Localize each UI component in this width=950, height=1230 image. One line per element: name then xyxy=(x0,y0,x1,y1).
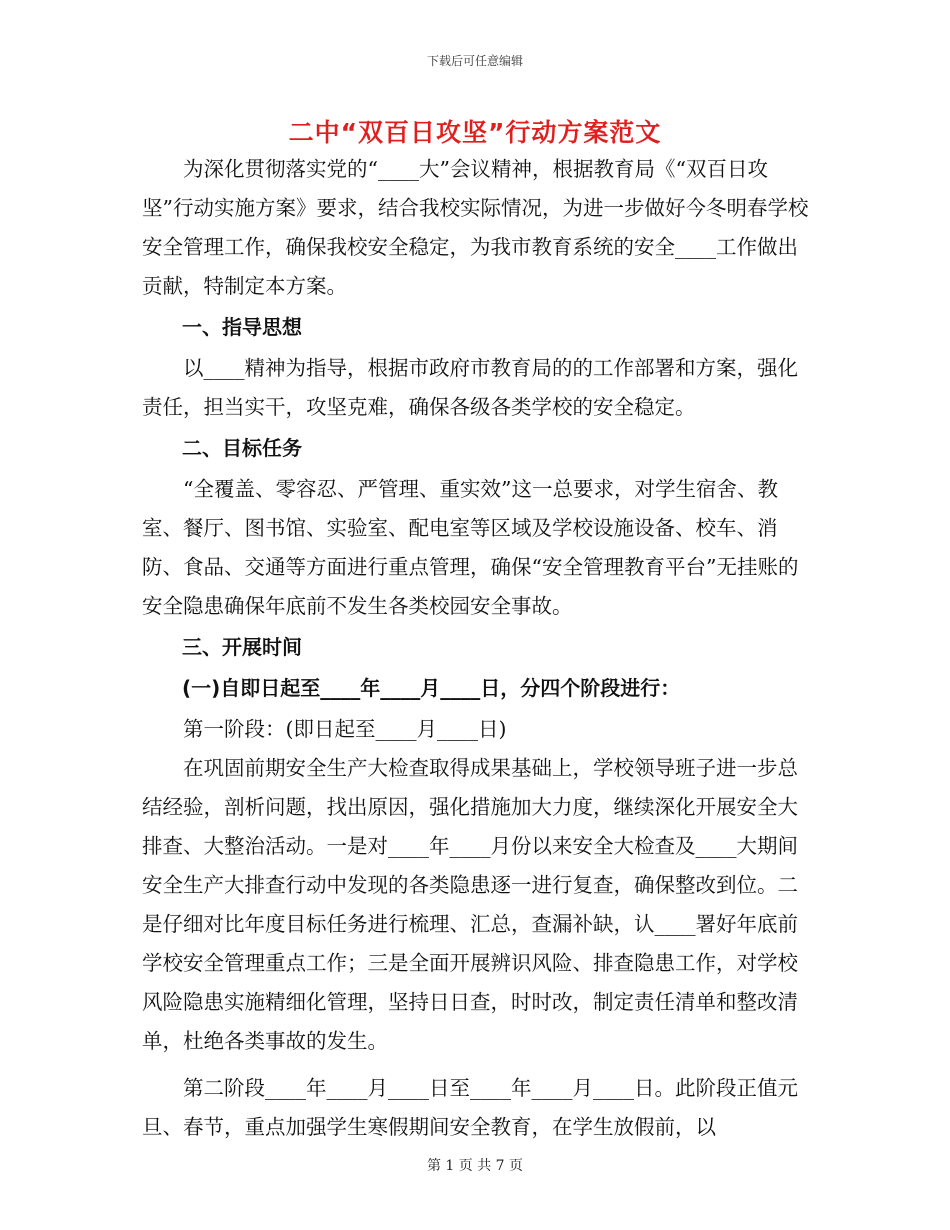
stage1-paragraph: 在巩固前期安全生产大检查取得成果基础上，学校领导班子进一步总结经验，剖析问题，找出原因，强化措施加大力度，继续深化开展安全大排查、大整治活动。一是对____年____月份以来安全大检查及____大期间安全生产大排查行动中发现的各类隐患逐一进行复查，确保整改到位。二是仔细对比年度目标任务进行梳理、汇总，查漏补缺，认____署好年底前学校安全管理重点工作；三是全面开展辨识风险、排查隐患工作，对学校风险隐患实施精细化管理，坚持日日查，时时改，制定责任清单和整改清单，杜绝各类事故的发生。 xyxy=(142,756,798,1053)
header-note: 下载后可任意编辑 xyxy=(426,54,523,68)
schedule-subheading: (一)自即日起至____年____月____日，分四个阶段进行： xyxy=(182,676,681,700)
section-heading-guiding-thought: 一、指导思想 xyxy=(182,315,302,339)
intro-paragraph: 为深化贯彻落实党的“____大”会议精神，根据教育局《“双百日攻坚”行动实施方案》要求，结合我校实际情况，为进一步做好今冬明春学校安全管理工作，确保我校安全稳定，为我市教育系统的安全____工作做出贡献，特制定本方案。 xyxy=(142,157,809,298)
stage1-label: 第一阶段：(即日起至____月____日) xyxy=(183,717,507,741)
document-title: 二中“双百日攻坚”行动方案范文 xyxy=(288,118,662,147)
document-body xyxy=(142,150,812,1147)
page-footer: 第 1 页 共 7 页 xyxy=(426,1158,524,1174)
section-heading-goals: 二、目标任务 xyxy=(182,436,302,460)
section-heading-schedule: 三、开展时间 xyxy=(182,635,302,659)
goals-paragraph: “全覆盖、零容忍、严管理、重实效”这一总要求，对学生宿舍、教室、餐厅、图书馆、实验室、配电室等区域及学校设施设备、校车、消防、食品、交通等方面进行重点管理，确保“安全管理教育平台”无挂账的安全隐患确保年底前不发生各类校园安全事故。 xyxy=(142,477,799,618)
guiding-thought-paragraph: 以____精神为指导，根据市政府市教育局的的工作部署和方案，强化责任，担当实干，攻坚克难，确保各级各类学校的安全稳定。 xyxy=(142,356,798,419)
stage2-paragraph: 第二阶段____年____月____日至____年____月____日。此阶段正值元旦、春节，重点加强学生寒假期间安全教育，在学生放假前，以 xyxy=(142,1076,798,1139)
